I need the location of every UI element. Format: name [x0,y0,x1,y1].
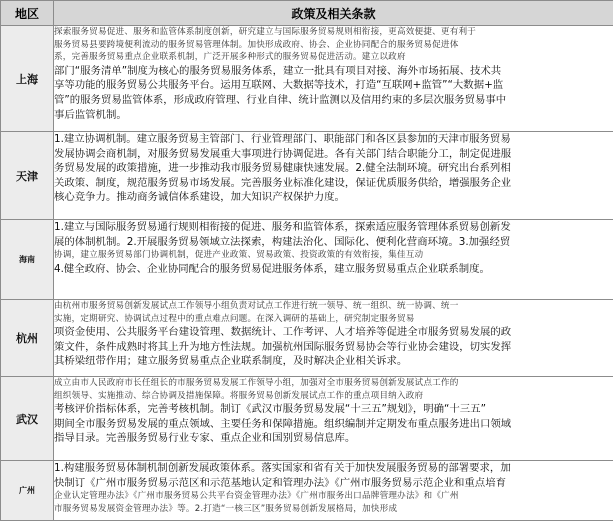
policy-text-line: 享等功能的服务贸易公共服务平台。运用互联网、大数据等技术，打造“互联网+监管”“大数据+监 [54,78,613,93]
policy-text-line: 关政策、制度，规范服务贸易市场发展。完善服务业标准化建设，保证优质服务供给，增强服务企业 [54,176,613,191]
policy-text-line: 实施，定期研究、协调试点过程中的重点难点问题。在深入调研的基础上，研究制定服务贸易 [54,313,613,326]
policy-text-line: 市服务贸易发展资金管理办法》等。2.打造“一核三区”服务贸易创新发展格局，加快形成 [54,503,613,516]
table-row [1,377,613,461]
policy-text-line: 事后监管机制。 [54,108,613,123]
table-row [1,26,613,132]
policy-text-line: 考核评价指标体系，完善考核机制。制订《武汉市服务贸易发展“十三五”规划》，明确“十三五” [54,402,613,417]
table-row [1,300,613,377]
policy-text-line: 成立由市人民政府市长任组长的市服务贸易发展工作领导小组，加强对全市服务贸易创新发展试点工作的 [54,377,613,390]
policy-text-line: 组织领导、实施推动、综合协调及措施保障。将服务贸易创新发展试点工作的重点项目纳入政府 [54,390,613,403]
policy-text-line: 企业认定管理办法》《广州市服务贸易公共平台资金管理办法》《广州市服务出口品牌管理办法》和《广州 [54,490,613,503]
policy-text-line: 指导目录。完善服务贸易行业专家、重点企业和国别贸易信息库。 [54,431,613,446]
policy-text-line: 务贸易发展的政策措施，进一步推动我市服务贸易健康快速发展。2.健全法制环境。研究出台系列相 [54,161,613,176]
region-cell: 武汉 [1,377,54,461]
policy-cell [54,377,613,461]
policy-text-line: 4.健全政府、协会、企业协同配合的服务贸易促进服务体系，建立服务贸易重点企业联系制度。 [54,262,613,277]
header-region: 地区 [1,1,54,26]
policy-text-line: 系，完善服务贸易重点企业联系机制，广泛开展多种形式的服务贸易促进活动。建立以政府 [54,51,613,64]
policy-text-line: 1.建立与国际服务贸易通行规则相衔接的促进、服务和监管体系，探索适应服务管理体系贸易创新发 [54,220,613,235]
header-policy: 政策及相关条款 [54,1,613,26]
policy-text-line: 期间全市服务贸易发展的重点领域、主要任务和保障措施。组织编制并定期发布重点服务进出口领域 [54,417,613,432]
policy-cell [54,26,613,132]
policy-text-line: 核心竞争力。推动商务诚信体系建设，加大知识产权保护力度。 [54,190,613,205]
policy-text-line: 展的体制机制。2.开展服务贸易领域立法探索，构建法治化、国际化、便利化营商环境。3.加强经贸 [54,235,613,250]
policy-cell [54,220,613,300]
policy-cell [54,461,613,521]
policy-text-line: 1.构建服务贸易体制机制创新发展政策体系。落实国家和省有关于加快发展服务贸易的部署要求，加 [54,461,613,476]
policy-text-line: 服务贸易县要跨境便利流动的服务贸易管理体制。加快形成政府、协会、企业协同配合的服务贸易促进体 [54,39,613,52]
region-cell: 天津 [1,132,54,220]
table-row [1,220,613,300]
table-row [1,132,613,220]
policy-text-line: 探索服务贸易促进、服务和监管体系制度创新，研究建立与国际服务贸易规则相衔接，更高效便捷、更有利于 [54,26,613,39]
policy-text-line: 由杭州市服务贸易创新发展试点工作领导小组负责对试点工作进行统一领导、统一组织、统一协调、统一 [54,300,613,313]
policy-text-line: 策文件，条件成熟时将其上升为地方性法规。加强杭州国际服务贸易协会等行业协会建设，切实发挥 [54,340,613,355]
policy-text-line: 快制订《广州市服务贸易示范区和示范基地认定和管理办法》《广州市服务贸易示范企业和重点培育 [54,476,613,491]
policy-text-line: 项资金使用、公共服务平台建设管理、数据统计、工作考评、人才培养等促进全市服务贸易发展的政 [54,325,613,340]
region-cell: 海南 [1,220,54,300]
policy-cell [54,132,613,220]
policy-text-line: 管”的服务贸易监管体系，形成政府管理、行业自律、统计监测以及信用约束的多层次服务贸易事中 [54,93,613,108]
policy-text-line: 部门“服务清单”制度为核心的服务贸易服务体系，建立一批具有项目对接、海外市场拓展、技术共 [54,64,613,79]
policy-text-line: 1.建立协调机制。建立服务贸易主管部门、行业管理部门、职能部门和各区县参加的天津市服务贸易 [54,132,613,147]
region-cell: 杭州 [1,300,54,377]
policy-text-line: 协调，建立服务贸易部门协调机制，促进产业政策、贸易政策、投资政策的有效衔接，集佳互动 [54,249,613,262]
region-cell: 上海 [1,26,54,132]
region-cell: 广州 [1,461,54,521]
policy-text-line: 其桥梁纽带作用；建立服务贸易重点企业联系制度，及时解决企业相关诉求。 [54,354,613,369]
table-row [1,461,613,521]
policy-text-line: 发展协调会商机制，对服务贸易发展重大事项进行协调促进。各有关部门结合职能分工，制定促进服 [54,147,613,162]
policy-cell [54,300,613,377]
table-header-row [1,1,613,26]
